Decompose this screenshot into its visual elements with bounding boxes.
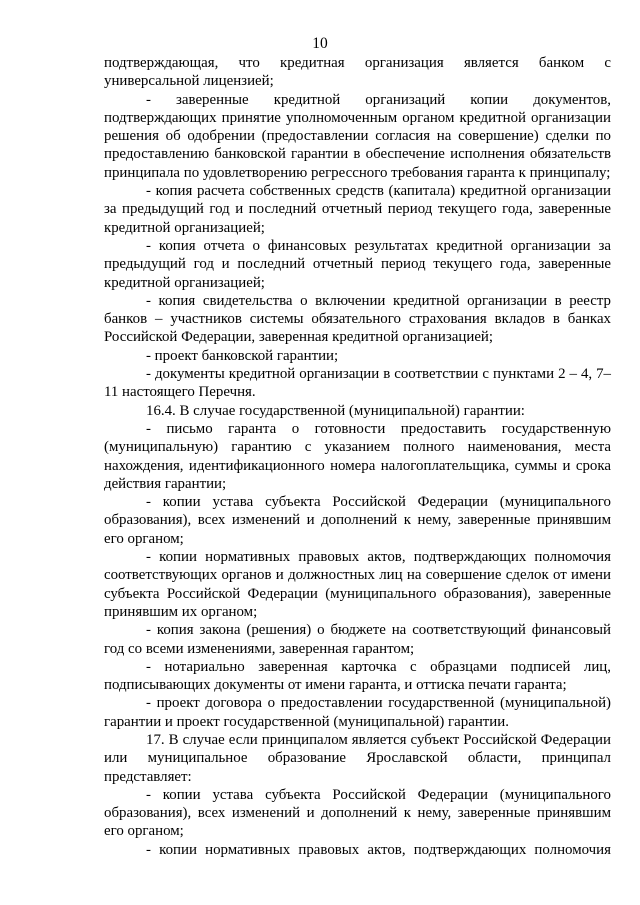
section-heading-16-4: 16.4. В случае государственной (муниципальной) гарантии: [146,402,525,419]
paragraph-item: - нотариально заверенная карточка с образцами подписей лиц, подписывающих документы от имени гаранта, и оттиска печати гаранта; [104,658,611,694]
section-17: 17. В случае если принципалом является субъект Российской Федерации или муниципальное образование Ярославской области, принципал представляет: [104,731,611,785]
page-number: 10 [312,35,328,52]
document-body [104,54,611,859]
paragraph-item: - проект банковской гарантии; [146,347,339,364]
paragraph-item: - письмо гаранта о готовности предоставить государственную (муниципальную) гарантию с указанием полного наименования, места нахождения, идентификационного номера налогоплательщика, суммы и срока действия гарантии; [104,420,611,492]
paragraph-item: - копия закона (решения) о бюджете на соответствующий финансовый год со всеми изменениями, заверенная гарантом; [104,622,611,657]
paragraph-item: - копии устава субъекта Российской Федерации (муниципального образования), всех изменений и дополнений к нему, заверенные принявшим его органом; [104,786,611,840]
paragraph-item: - копии нормативных правовых актов, подтверждающих полномочия соответствующих органов и должностных лиц на совершение сделок от имени субъекта Российской Федерации (муниципального образования), заверенные принявшим их органом; [104,549,611,620]
paragraph-item: - проект договора о предоставлении государственной (муниципальной) гарантии и проект государственной (муниципальной) гарантии. [104,695,611,730]
paragraph-item: - копия свидетельства о включении кредитной организации в реестр банков – участников системы обязательного страхования вкладов в банках Российской Федерации, заверенная кредитной организацией; [104,292,611,346]
paragraph-item: - копии устава субъекта Российской Федерации (муниципального образования), всех изменений и дополнений к нему, заверенные принявшим его органом; [104,494,611,547]
paragraph-item: - документы кредитной организации в соответствии с пунктами 2 – 4, 7– 11 настоящего Перечня. [104,366,611,401]
paragraph-item: - копии нормативных правовых актов, подтверждающих полномочия [146,841,611,858]
paragraph-continuation: подтверждающая, что кредитная организация является банком с универсальной лицензией; [104,55,611,90]
paragraph-item: - копия отчета о финансовых результатах кредитной организации за предыдущий год и последний отчетный период текущего года, заверенные кредитной организацией; [104,237,611,291]
paragraph-item: - заверенные кредитной организаций копии документов, подтверждающих принятие уполномоченным органом кредитной организации решения об одобрении (предоставлении согласия на совершение) сделки по предоставлению банковской гарантии в обеспечение исполнения обязательств принципала по удовлетворению регрессного требования гаранта к принципалу; [104,91,611,181]
paragraph-item: - копия расчета собственных средств (капитала) кредитной организации за предыдущий год и последний отчетный период текущего года, заверенные кредитной организацией; [104,183,611,236]
